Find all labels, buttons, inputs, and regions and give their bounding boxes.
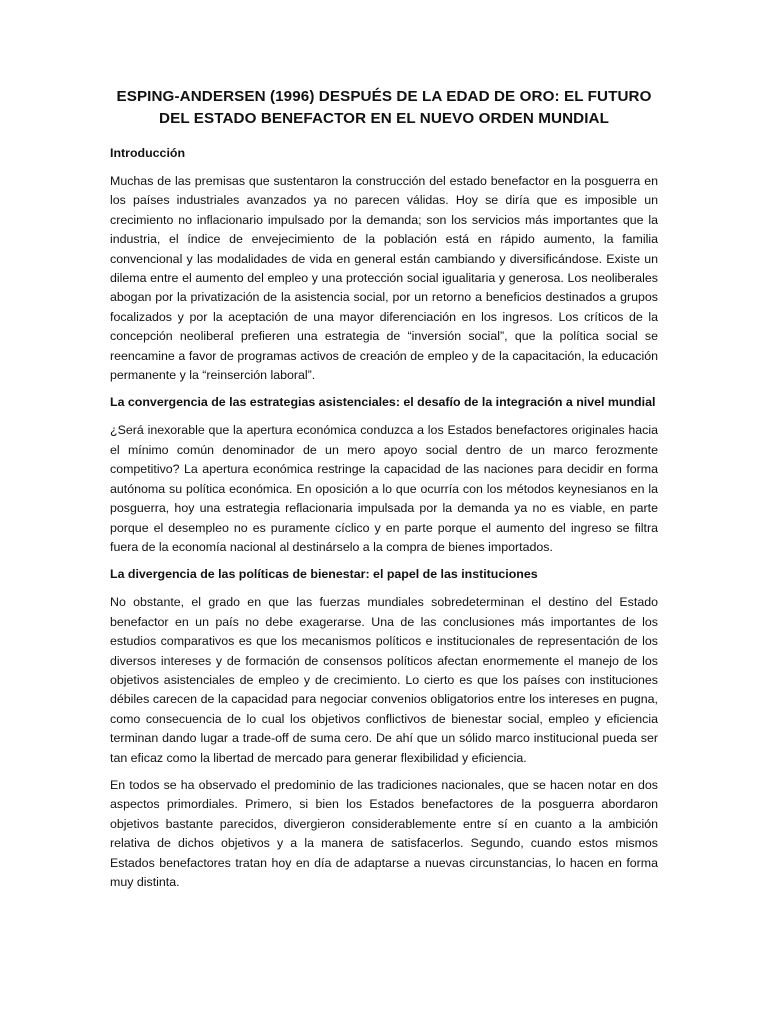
document-title xyxy=(110,86,658,130)
section-divergencia xyxy=(110,565,658,892)
document-page xyxy=(110,86,658,900)
paragraph: Muchas de las premisas que sustentaron la construcción del estado benefactor en la posguerra en los países industriales avanzados ya no parecen válidas. Hoy se diría que es imposible un crecimiento no inflacionario impulsado por la demanda; son los servicios más importantes que la industria, el índice de envejecimiento de la población está en rápido aumento, la familia convencional y las modalidades de vida en general están cambiando y diversificándose. Existe un dilema entre el aumento del empleo y una protección social igualitaria y generosa. Los neoliberales abogan por la privatización de la asistencia social, por un retorno a beneficios destinados a grupos focalizados y por la aceptación de una mayor diferenciación en los ingresos. Los críticos de la concepción neoliberal prefieren una estrategia de “inversión social”, que la política social se reencamine a favor de programas activos de creación de empleo y de la capacitación, la educación permanente y la “reinserción laboral”. xyxy=(110,174,658,383)
section-convergencia xyxy=(110,393,658,557)
title-line-2: DEL ESTADO BENEFACTOR EN EL NUEVO ORDEN MUNDIAL xyxy=(159,110,609,127)
section-heading: Introducción xyxy=(110,146,186,160)
section-heading: La convergencia de las estrategias asistenciales: el desafío de la integración a nivel mundial xyxy=(110,395,656,410)
section-introduccion xyxy=(110,144,658,385)
paragraph: ¿Será inexorable que la apertura económica conduzca a los Estados benefactores originales hacia el mínimo común denominador de un mero apoyo social dentro de un marco ferozmente competitivo? La apertura económica restringe la capacidad de las naciones para decidir en forma autónoma su política económica. En oposición a lo que ocurría con los métodos keynesianos en la posguerra, hoy una estrategia reflacionaria impulsada por la demanda ya no es viable, en parte porque el desempleo no es puramente cíclico y en parte porque el aumento del ingreso se filtra fuera de la economía nacional al destinárselo a la compra de bienes importados. xyxy=(110,423,658,554)
section-heading: La divergencia de las políticas de bienestar: el papel de las instituciones xyxy=(110,567,538,582)
title-line-1: ESPING-ANDERSEN (1996) DESPUÉS DE LA EDAD DE ORO: EL FUTURO xyxy=(116,88,652,105)
paragraph: En todos se ha observado el predominio de las tradiciones nacionales, que se hacen notar en dos aspectos primordiales. Primero, si bien los Estados benefactores de la posguerra abordaron objetivos bastante parecidos, divergieron considerablemente entre sí en cuanto a la ambición relativa de dichos objetivos y a la manera de satisfacerlos. Segundo, cuando estos mismos Estados benefactores tratan hoy en día de adaptarse a nuevas circunstancias, lo hacen en forma muy distinta. xyxy=(110,777,658,889)
paragraph: No obstante, el grado en que las fuerzas mundiales sobredeterminan el destino del Estado benefactor en un país no debe exagerarse. Una de las conclusiones más importantes de los estudios comparativos es que los mecanismos políticos e institucionales de representación de los diversos intereses y de formación de consensos políticos afectan enormemente el manejo de los objetivos asistenciales de empleo y de crecimiento. Lo cierto es que los países con instituciones débiles carecen de la capacidad para negociar convenios obligatorios entre los intereses en pugna, como consecuencia de lo cual los objetivos conflictivos de bienestar social, empleo y eficiencia terminan dando lugar a trade-off de suma cero. De ahí que un sólido marco institucional pueda ser tan eficaz como la libertad de mercado para generar flexibilidad y eficiencia. xyxy=(110,595,658,765)
